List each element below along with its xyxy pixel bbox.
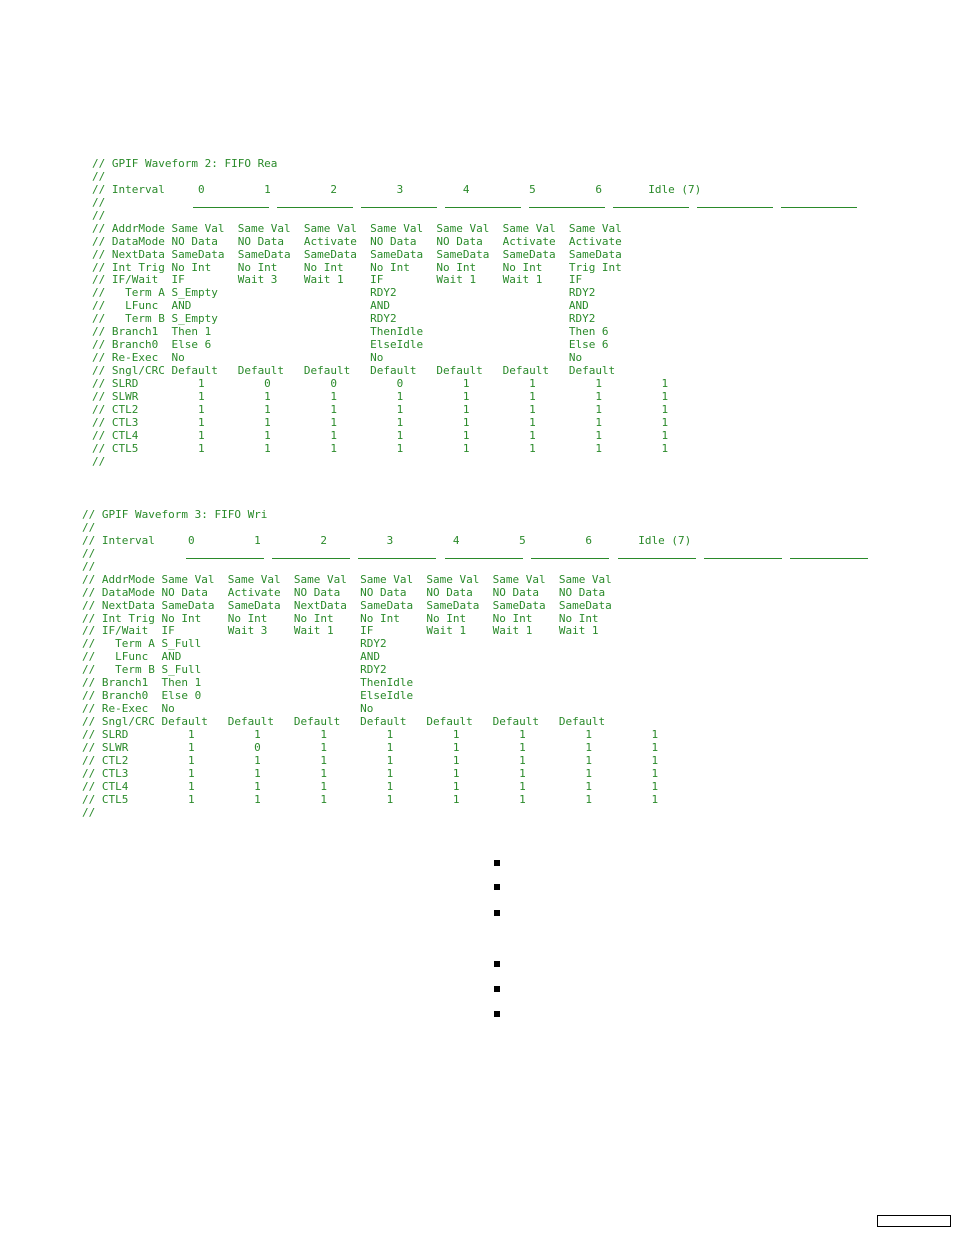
waveform2-code-line: // Branch1 Then 1 ThenIdle Then 6	[92, 325, 609, 339]
waveform3-code-line: //	[82, 546, 96, 560]
waveform2-code-line: // CTL3 1 1 1 1 1 1 1 1	[92, 415, 669, 429]
waveform3-code-line: // SLRD 1 1 1 1 1 1 1 1	[82, 727, 659, 741]
waveform2-code-line: // IF/Wait IF Wait 3 Wait 1 IF Wait 1 Wait 1 IF	[92, 273, 583, 287]
waveform2-code-line: // CTL4 1 1 1 1 1 1 1 1	[92, 428, 669, 442]
waveform2-code-line: //	[92, 195, 106, 209]
waveform2-code-line: // AddrMode Same Val Same Val Same Val Same Val Same Val Same Val Same Val	[92, 221, 622, 235]
wf3-underline-idle	[790, 558, 868, 559]
waveform3-code-line: // Sngl/CRC Default Default Default Default Default Default Default	[82, 715, 606, 728]
wf2-underline-4	[529, 207, 605, 208]
waveform2-code-line: //	[92, 208, 106, 222]
waveform2-code-line: // DataMode NO Data NO Data Activate NO Data NO Data Activate Activate	[92, 234, 622, 248]
wf2-underline-3	[445, 207, 521, 208]
waveform2-code-line: // NextData SameData SameData SameData SameData SameData SameData SameData	[92, 247, 622, 261]
wf2-underline-5	[613, 207, 689, 208]
waveform2-code-line: // Term B S_Empty RDY2 RDY2	[92, 312, 596, 326]
wf2-underline-6	[697, 207, 773, 208]
wf3-underline-1	[272, 558, 350, 559]
waveform3-code-line: // Term B S_Full RDY2	[82, 663, 387, 677]
waveform2-code-line: // Interval 0 1 2 3 4 5 6 Idle (7)	[92, 182, 702, 196]
bullet-marker	[494, 986, 500, 992]
waveform3-code-line: // Term A S_Full RDY2	[82, 637, 387, 651]
waveform3-code-line: // SLWR 1 0 1 1 1 1 1 1	[82, 740, 659, 754]
wf2-underline-idle	[781, 207, 857, 208]
waveform2-code-line: // LFunc AND AND AND	[92, 299, 589, 313]
waveform3-code-line: // AddrMode Same Val Same Val Same Val Same Val Same Val Same Val Same Val	[82, 572, 612, 586]
waveform3-code-line: // CTL5 1 1 1 1 1 1 1 1	[82, 792, 659, 806]
waveform3-code-line: // Branch0 Else 0 ElseIdle	[82, 689, 414, 703]
wf3-underline-6	[704, 558, 782, 559]
waveform3-code-line: // GPIF Waveform 3: FIFO Wri	[82, 508, 268, 521]
waveform2-code-line: // Term A S_Empty RDY2 RDY2	[92, 286, 596, 300]
wf2-underline-2	[361, 207, 437, 208]
waveform2-code-line: // SLWR 1 1 1 1 1 1 1 1	[92, 389, 669, 403]
wf2-underline-0	[193, 207, 269, 208]
waveform3-code-line: // Interval 0 1 2 3 4 5 6 Idle (7)	[82, 533, 692, 547]
page-number-box	[877, 1215, 951, 1227]
waveform2-code-line: // CTL5 1 1 1 1 1 1 1 1	[92, 441, 669, 455]
wf3-underline-4	[531, 558, 609, 559]
wf3-underline-0	[186, 558, 264, 559]
waveform3-code-line: // CTL4 1 1 1 1 1 1 1 1	[82, 779, 659, 793]
waveform3-code-line: //	[82, 520, 96, 534]
waveform3-code-line: // CTL3 1 1 1 1 1 1 1 1	[82, 766, 659, 780]
waveform3-code-line: // IF/Wait IF Wait 3 Wait 1 IF Wait 1 Wait 1 Wait 1	[82, 624, 599, 638]
waveform3-code-line: //	[82, 805, 96, 819]
wf3-underline-3	[445, 558, 523, 559]
wf2-underline-1	[277, 207, 353, 208]
waveform2-code-line: // Branch0 Else 6 ElseIdle Else 6	[92, 338, 609, 352]
waveform2-code-line: //	[92, 454, 106, 468]
waveform3-code-line: // CTL2 1 1 1 1 1 1 1 1	[82, 753, 659, 767]
waveform3-code-line: // DataMode NO Data Activate NO Data NO Data NO Data NO Data NO Data	[82, 585, 606, 599]
bullet-marker	[494, 860, 500, 866]
waveform2-code-line: //	[92, 169, 106, 183]
waveform-2-code-block	[92, 158, 701, 469]
waveform2-code-line: // Int Trig No Int No Int No Int No Int No Int No Int Trig Int	[92, 260, 622, 274]
waveform3-code-line: // Branch1 Then 1 ThenIdle	[82, 676, 414, 690]
wf3-underline-2	[358, 558, 436, 559]
bullet-marker	[494, 961, 500, 967]
waveform-3-code-block	[82, 509, 691, 820]
waveform3-code-line: // Re-Exec No No	[82, 702, 374, 716]
waveform2-code-line: // Re-Exec No No No	[92, 351, 583, 365]
waveform3-code-line: // Int Trig No Int No Int No Int No Int No Int No Int No Int	[82, 611, 599, 625]
waveform2-code-line: // Sngl/CRC Default Default Default Default Default Default Default	[92, 364, 616, 377]
waveform2-code-line: // SLRD 1 0 0 0 1 1 1 1	[92, 376, 669, 390]
waveform2-code-line: // CTL2 1 1 1 1 1 1 1 1	[92, 402, 669, 416]
waveform3-code-line: // NextData SameData SameData NextData SameData SameData SameData SameData	[82, 598, 612, 612]
waveform3-code-line: //	[82, 559, 96, 573]
bullet-marker	[494, 1011, 500, 1017]
bullet-marker	[494, 910, 500, 916]
wf3-underline-5	[618, 558, 696, 559]
waveform3-code-line: // LFunc AND AND	[82, 650, 381, 664]
waveform2-code-line: // GPIF Waveform 2: FIFO Rea	[92, 157, 278, 170]
bullet-marker	[494, 884, 500, 890]
